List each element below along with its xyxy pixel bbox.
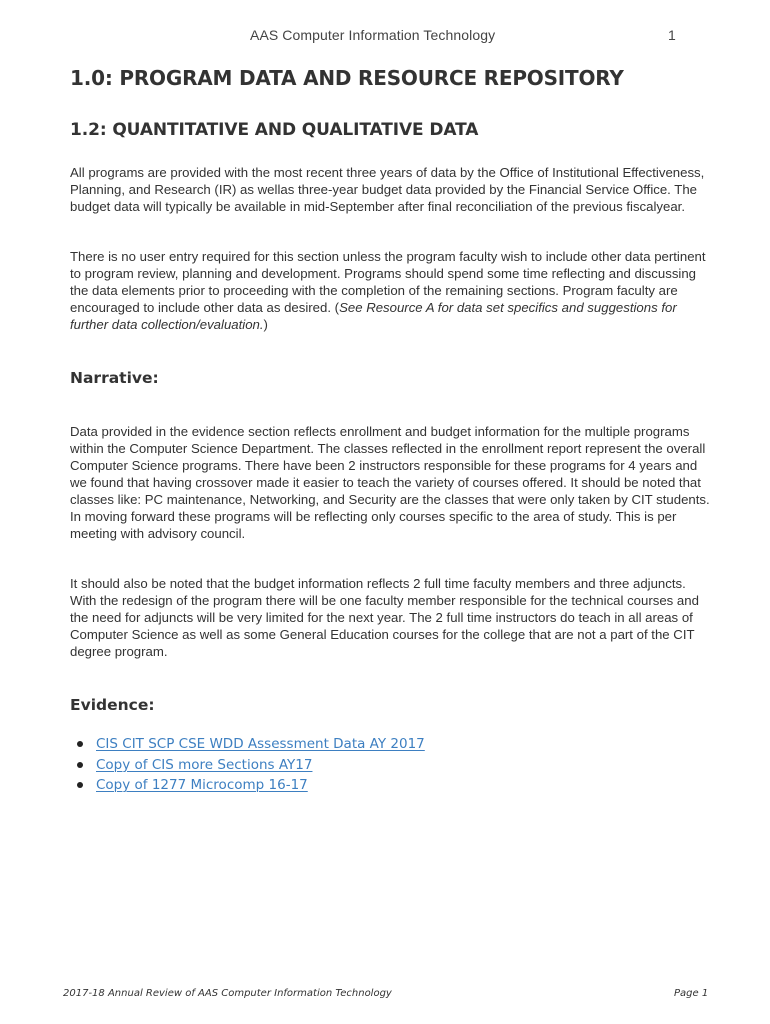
evidence-list-item <box>70 734 425 755</box>
narrative-heading: Narrative: <box>70 369 159 387</box>
narrative-paragraph-1: Data provided in the evidence section reflects enrollment and budget information for the multiple programs within the Computer Science Department. The classes reflected in the enrollment report represent the overall Computer Science programs. There have been 2 instructors responsible for these programs for 4 years and we found that having crossover made it easier to teach the variety of courses offered. It should be noted that classes like: PC maintenance, Networking, and Security are the classes that were only taken by CIT students. In moving forward these programs will be reflecting only courses specific to the area of study. This is per meeting with advisory council. <box>70 424 710 541</box>
intro-paragraph-1: All programs are provided with the most recent three years of data by the Office of Institutional Effectiveness, Planning, and Research (IR) as wellas three-year budget data provided by the Financial Service Office. The budget data will typically be available in mid-September after final reconciliation of the previous fiscalyear. <box>70 165 705 214</box>
evidence-link-microcomp[interactable]: Copy of 1277 Microcomp 16-17 <box>96 777 308 793</box>
bullet-icon <box>77 762 83 768</box>
footer-page-number: Page 1 <box>674 988 709 999</box>
bullet-icon <box>77 782 83 788</box>
evidence-list-item <box>70 755 425 776</box>
evidence-list-item <box>70 775 425 796</box>
header-title: AAS Computer Information Technology <box>250 27 496 43</box>
running-header <box>0 27 770 47</box>
narrative-paragraph-2: It should also be noted that the budget information reflects 2 full time faculty members and three adjuncts. With the redesign of the program there will be one faculty member responsible for the technical courses and the need for adjuncts will be very limited for the next year. The 2 full time instructors do teach in all areas of Computer Science as well as some General Education courses for the college that are not a part of the CIT degree program. <box>70 576 699 659</box>
main-heading: 1.0: PROGRAM DATA AND RESOURCE REPOSITORY <box>70 66 624 90</box>
intro-paragraph-2-italic: See Resource A for data set specifics and suggestions for further data collection/evaluation. <box>70 300 677 332</box>
header-page-number: 1 <box>668 27 676 43</box>
bullet-icon <box>77 741 83 747</box>
evidence-list <box>70 734 425 796</box>
evidence-link-cis-sections[interactable]: Copy of CIS more Sections AY17 <box>96 756 313 773</box>
evidence-heading: Evidence: <box>70 696 155 714</box>
sub-heading: 1.2: QUANTITATIVE AND QUALITATIVE DATA <box>70 120 479 140</box>
intro-paragraph-2 <box>70 248 710 333</box>
footer-document-title: 2017-18 Annual Review of AAS Computer Information Technology <box>63 988 392 999</box>
running-footer <box>0 988 770 1004</box>
evidence-link-assessment-data[interactable]: CIS CIT SCP CSE WDD Assessment Data AY 2017 <box>96 736 425 752</box>
intro-paragraph-2-close: ) <box>263 317 268 332</box>
intro-paragraph-2-main: There is no user entry required for this section unless the program faculty wish to include other data pertinent to program review, planning and development. Programs should spend some time reflecting and discussing the data elements prior to proceeding with the completion of the remaining sections. Program faculty are encouraged to include other data as desired. ( <box>70 249 706 315</box>
